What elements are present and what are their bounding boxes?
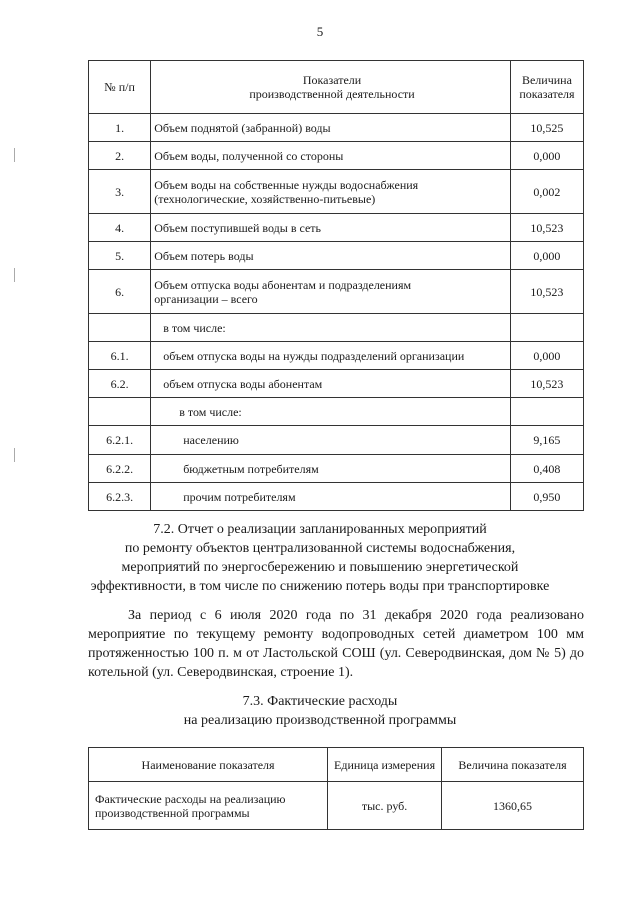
table-row: 6.2. объем отпуска воды абонентам 10,523 (89, 370, 584, 398)
header-num: № п/п (89, 61, 151, 114)
table-row: 6. Объем отпуска воды абонентам и подразделениям организации – всего 10,523 (89, 270, 584, 314)
header-unit: Единица измерения (328, 748, 442, 782)
scan-edge-mark (14, 268, 15, 282)
table-row: в том числе: (89, 314, 584, 342)
table-row: Фактические расходы на реализацию производственной программы тыс. руб. 1360,65 (89, 782, 584, 830)
table-row: 3. Объем воды на собственные нужды водоснабжения (технологические, хозяйственно-питьевые) 0,002 (89, 170, 584, 214)
table-header-row (89, 748, 584, 782)
production-indicators-table (88, 60, 584, 511)
page-number: 5 (316, 24, 324, 39)
actual-expenses-table (88, 747, 584, 830)
section-7-2-title: 7.2. Отчет о реализации запланированных мероприятий по ремонту объектов централизованной системы водоснабжения, мероприятий по энергосбережению и повышению энергетической эффективности, в том числе по снижению потерь воды при транспортировке (90, 522, 550, 594)
header-indicator: Показатели производственной деятельности (151, 61, 511, 114)
header-indicator-name: Наименование показателя (89, 748, 328, 782)
table-row: 6.1. объем отпуска воды на нужды подразделений организации 0,000 (89, 342, 584, 370)
scan-edge-mark (14, 448, 15, 462)
section-7-2-paragraph: За период с 6 июля 2020 года по 31 декабря 2020 года реализовано мероприятие по текущему ремонту водопроводных сетей диаметром 100 мм протяженностью 100 п. м от Ластольской СОШ (ул. Северодвинская, дом № 5) до котельной (ул. Северодвинская, строение 1). (88, 608, 584, 680)
table-header-row (89, 61, 584, 114)
table-row: 6.2.2. бюджетным потребителям 0,408 (89, 455, 584, 483)
header-value: Величина показателя (442, 748, 584, 782)
table-row: 6.2.3. прочим потребителям 0,950 (89, 483, 584, 511)
section-7-3-title: 7.3. Фактические расходы на реализацию производственной программы (183, 694, 457, 728)
table-row: 1. Объем поднятой (забранной) воды 10,525 (89, 114, 584, 142)
scan-edge-mark (14, 148, 15, 162)
table-row: 5. Объем потерь воды 0,000 (89, 242, 584, 270)
header-value: Величина показателя (510, 61, 583, 114)
table-row: 6.2.1. населению 9,165 (89, 426, 584, 455)
table-row: 2. Объем воды, полученной со стороны 0,000 (89, 142, 584, 170)
table-row: 4. Объем поступившей воды в сеть 10,523 (89, 214, 584, 242)
table-row: в том числе: (89, 398, 584, 426)
